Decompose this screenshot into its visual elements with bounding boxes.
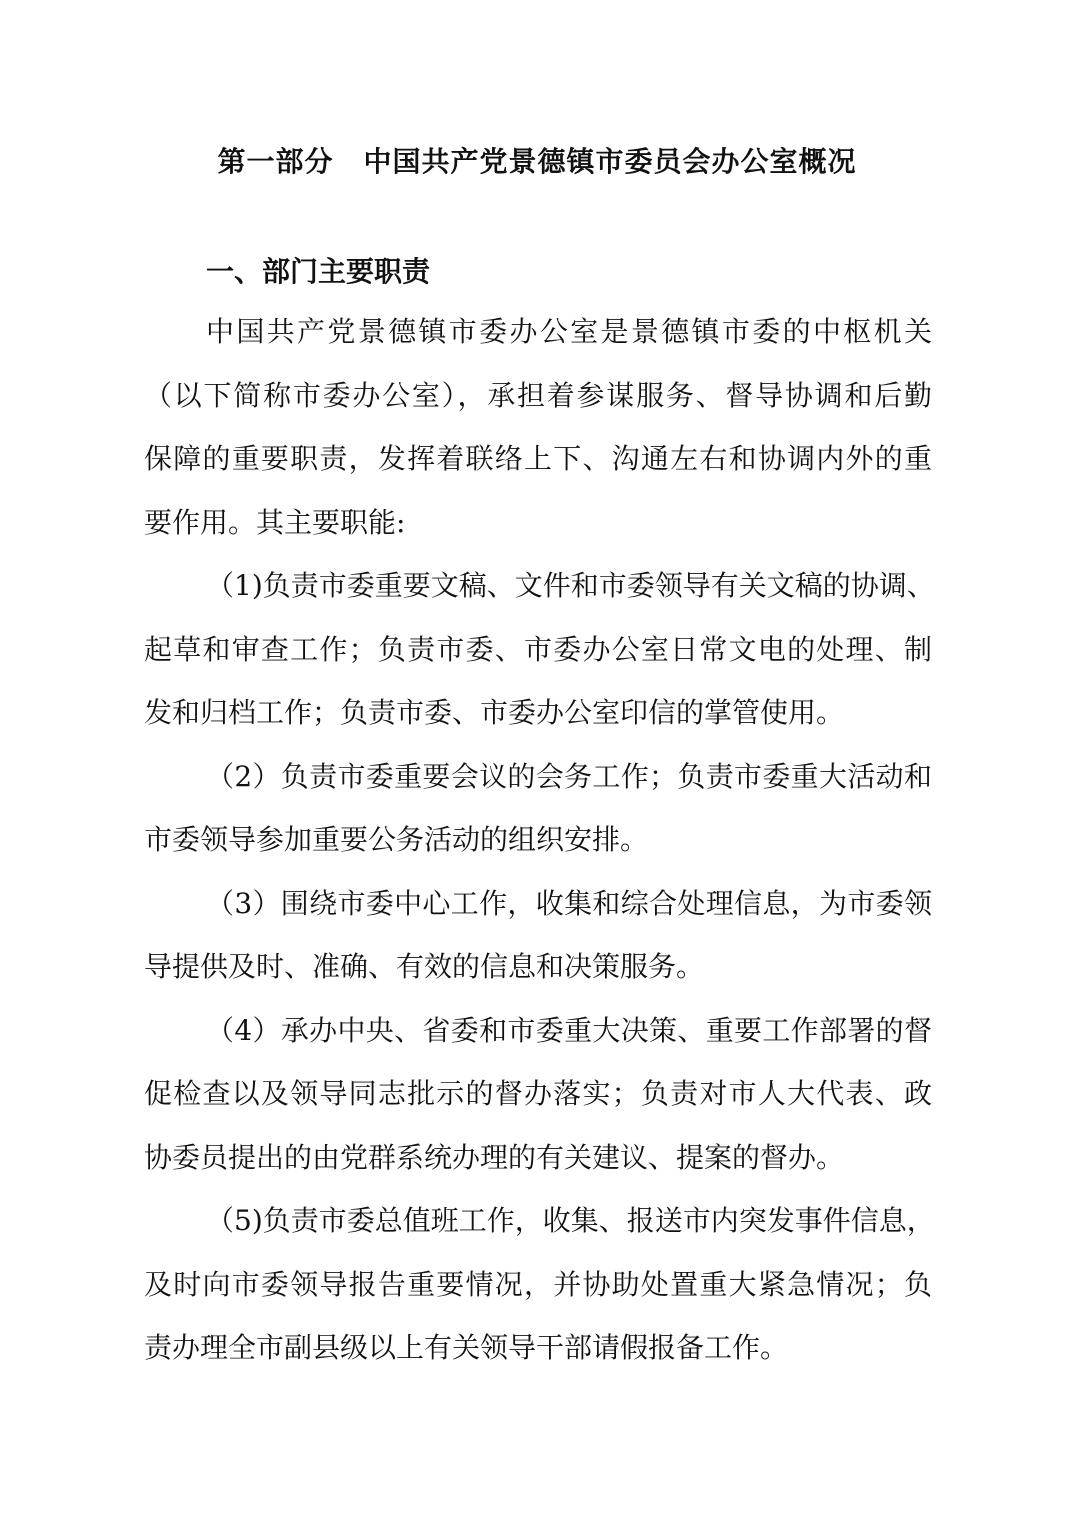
title-name: 中国共产党景德镇市委员会办公室概况: [363, 145, 857, 178]
document-body: [144, 300, 935, 1380]
paragraph-duty-3: [144, 872, 932, 999]
text-line: 保障的重要职责，发挥着联络上下、沟通左右和协调内外的重: [144, 442, 932, 475]
paragraph-duty-2: [144, 745, 932, 872]
paragraph-duty-5: [144, 1189, 935, 1380]
paragraph-duty-1: [144, 554, 935, 745]
text-line: （5)负责市委总值班工作，收集、报送市内突发事件信息，: [206, 1204, 935, 1237]
text-line: （4）承办中央、省委和市委重大决策、重要工作部署的督: [206, 1013, 932, 1047]
text-line: 中国共产党景德镇市委办公室是景德镇市委的中枢机关: [206, 315, 932, 348]
text-line: （2）负责市委重要会议的会务工作；负责市委重大活动和: [206, 759, 932, 793]
title-part: 第一部分: [217, 145, 334, 178]
paragraph-duty-4: [144, 999, 932, 1190]
paragraph-intro: [144, 300, 932, 554]
text-line: 发和归档工作；负责市委、市委办公室印信的掌管使用。: [144, 696, 845, 729]
text-line: （3）围绕市委中心工作，收集和综合处理信息，为市委领: [206, 886, 932, 920]
text-line: 市委领导参加重要公务活动的组织安排。: [144, 823, 649, 856]
text-line: 导提供及时、准确、有效的信息和决策服务。: [144, 950, 705, 983]
text-line: （以下简称市委办公室），承担着参谋服务、督导协调和后勤: [144, 378, 932, 412]
text-line: 及时向市委领导报告重要情况，并协助处置重大紧急情况；负: [144, 1267, 932, 1301]
text-line: 要作用。其主要职能:: [144, 505, 406, 539]
text-line: 协委员提出的由党群系统办理的有关建议、提案的督办。: [144, 1140, 845, 1174]
text-line: （1)负责市委重要文稿、文件和市委领导有关文稿的协调、: [206, 569, 935, 602]
text-line: 促检查以及领导同志批示的督办落实；负责对市人大代表、政: [144, 1077, 932, 1110]
section-heading: 一、部门主要职责: [206, 255, 431, 288]
text-line: 起草和审查工作；负责市委、市委办公室日常文电的处理、制: [144, 632, 932, 666]
page-title: [0, 140, 1074, 184]
text-line: 责办理全市副县级以上有关领导干部请假报备工作。: [144, 1331, 789, 1364]
